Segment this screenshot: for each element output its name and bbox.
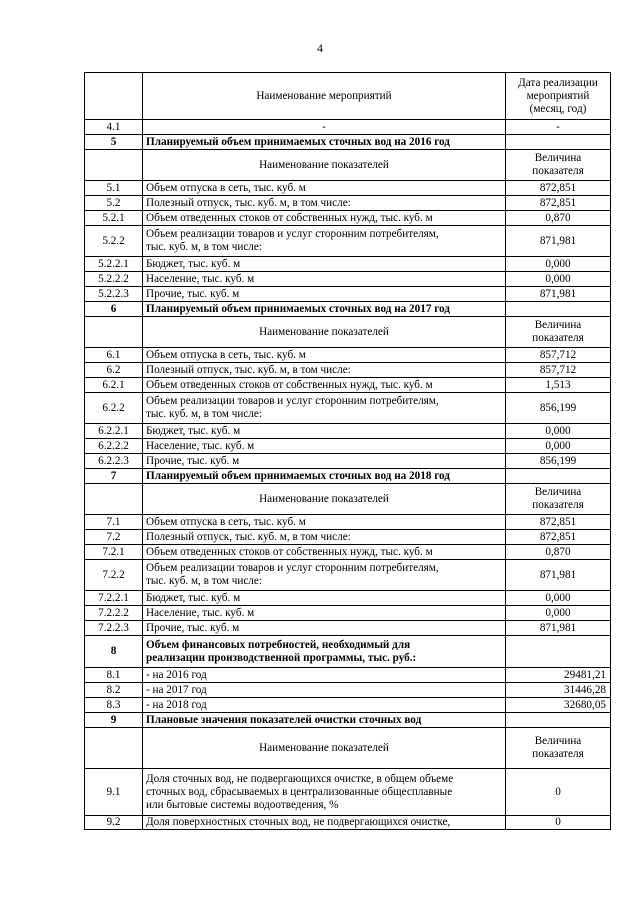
row-number: 9.1 [85,769,143,816]
row-value: 856,199 [506,393,611,424]
subheader-value-line: Величина [534,152,582,164]
subheader-name: Наименование показателей [143,150,506,181]
row-value: - [506,120,611,135]
header-name-cell: Наименование мероприятий [143,73,506,120]
header-num-cell [85,73,143,120]
row-number: 5.2.1 [85,211,143,226]
table-row [85,698,611,713]
row-value: 0,000 [506,272,611,287]
table-row [85,211,611,226]
table-header-row [85,73,611,120]
table-row [85,454,611,469]
row-name: Полезный отпуск, тыс. куб. м, в том числе: [143,196,506,211]
header-date-line: (месяц, год) [529,102,587,115]
header-date-line: Дата реализации [518,76,598,89]
table-row [85,621,611,636]
row-number: 7.2.1 [85,545,143,560]
subheader-value [506,150,611,181]
table-row [85,683,611,698]
row-name: Объем отпуска в сеть, тыс. куб. м [143,181,506,196]
section-title: Планируемый объем принимаемых сточных вод на 2016 год [143,135,506,150]
section-row [85,469,611,484]
row-value: 31446,28 [506,683,611,698]
row-number: 6.2.2.2 [85,439,143,454]
subheader-value-line: показателя [532,332,584,344]
table-row [85,769,611,816]
section-title [143,636,506,668]
row-name: Бюджет, тыс. куб. м [143,257,506,272]
row-value: 0,000 [506,591,611,606]
section-row [85,713,611,728]
table-row [85,287,611,302]
row-number: 7.2 [85,530,143,545]
row-value: 0,000 [506,257,611,272]
row-number: 7.2.2.1 [85,591,143,606]
subheader-num-cell [85,484,143,515]
section-value-cell [506,636,611,668]
section-row [85,302,611,317]
row-name-line: Объем реализации товаров и услуг сторонним потребителям, [146,562,439,574]
table-row [85,591,611,606]
section-title: Плановые значения показателей очистки сточных вод [143,713,506,728]
row-number: 5.2.2.2 [85,272,143,287]
row-name-line: Объем реализации товаров и услуг сторонним потребителям, [146,395,439,407]
subheader-row [85,728,611,769]
section-value-cell [506,302,611,317]
row-number: 7.1 [85,515,143,530]
measures-table [84,72,611,830]
page-number: 4 [317,41,323,55]
row-name: - [143,120,506,135]
header-date-cell [506,73,611,120]
row-value: 871,981 [506,226,611,257]
row-number: 8.3 [85,698,143,713]
table-row [85,606,611,621]
table-row [85,424,611,439]
section-value-cell [506,713,611,728]
section-title-line: Объем финансовых потребностей, необходимый для [146,638,411,651]
row-number: 6.1 [85,348,143,363]
row-name: Прочие, тыс. куб. м [143,287,506,302]
table-row [85,439,611,454]
row-value: 1,513 [506,378,611,393]
table-row [85,272,611,287]
subheader-value-line: Величина [534,319,582,331]
row-name [143,393,506,424]
table-row [85,226,611,257]
row-name: Прочие, тыс. куб. м [143,621,506,636]
row-name: Объем отведенных стоков от собственных нужд, тыс. куб. м [143,378,506,393]
section-value-cell [506,135,611,150]
row-name-line: тыс. куб. м, в том числе: [146,575,262,587]
row-number: 6.2 [85,363,143,378]
subheader-num-cell [85,150,143,181]
table-row [85,181,611,196]
row-value: 29481,21 [506,668,611,683]
row-name: Прочие, тыс. куб. м [143,454,506,469]
table-row [85,363,611,378]
row-name: Население, тыс. куб. м [143,606,506,621]
row-value: 0 [506,816,611,830]
subheader-value [506,728,611,769]
section-number: 6 [85,302,143,317]
row-number: 6.2.2.3 [85,454,143,469]
row-name: Доля поверхностных сточных вод, не подвергающихся очистке, [143,816,506,830]
subheader-value [506,484,611,515]
header-date-line: мероприятий [526,89,590,102]
section-title: Планируемый объем принимаемых сточных вод на 2018 год [143,469,506,484]
section-title-line: реализации производственной программы, тыс. руб.: [146,651,417,664]
row-name-line: тыс. куб. м, в том числе: [146,408,262,420]
section-row [85,636,611,668]
row-value: 0,870 [506,545,611,560]
row-name: - на 2017 год [143,683,506,698]
row-name-line: Объем реализации товаров и услуг сторонним потребителям, [146,228,439,240]
subheader-value [506,317,611,348]
section-number: 9 [85,713,143,728]
row-number: 6.2.2.1 [85,424,143,439]
subheader-name: Наименование показателей [143,728,506,769]
row-number: 8.2 [85,683,143,698]
row-number: 9.2 [85,816,143,830]
row-value: 0,000 [506,439,611,454]
row-name: Объем отведенных стоков от собственных нужд, тыс. куб. м [143,211,506,226]
table-row [85,530,611,545]
row-value: 872,851 [506,530,611,545]
row-value: 857,712 [506,348,611,363]
row-value: 0,000 [506,606,611,621]
row-number: 5.2.2.3 [85,287,143,302]
row-value: 871,981 [506,621,611,636]
table-row [85,545,611,560]
row-name: - на 2016 год [143,668,506,683]
subheader-num-cell [85,317,143,348]
row-value: 872,851 [506,196,611,211]
table-row [85,816,611,830]
row-value: 0 [506,769,611,816]
row-name: Население, тыс. куб. м [143,272,506,287]
row-name: Объем отпуска в сеть, тыс. куб. м [143,348,506,363]
row-value: 872,851 [506,515,611,530]
row-value: 856,199 [506,454,611,469]
subheader-name: Наименование показателей [143,484,506,515]
section-number: 5 [85,135,143,150]
row-value: 0,870 [506,211,611,226]
row-number: 7.2.2 [85,560,143,591]
row-number: 7.2.2.2 [85,606,143,621]
row-number: 7.2.2.3 [85,621,143,636]
section-number: 8 [85,636,143,668]
subheader-value-line: Величина [534,735,582,747]
subheader-row [85,150,611,181]
row-name: Объем отпуска в сеть, тыс. куб. м [143,515,506,530]
row-number: 6.2.1 [85,378,143,393]
row-name-line: сточных вод, сбрасываемых в централизованные общесплавные [146,785,453,798]
section-value-cell [506,469,611,484]
row-number: 5.2 [85,196,143,211]
row-number: 5.2.2.1 [85,257,143,272]
section-title: Планируемый объем принимаемых сточных вод на 2017 год [143,302,506,317]
row-name [143,560,506,591]
table-row [85,393,611,424]
subheader-value-line: показателя [532,499,584,511]
table-row [85,120,611,135]
row-name [143,769,506,816]
row-name: Объем отведенных стоков от собственных нужд, тыс. куб. м [143,545,506,560]
section-number: 7 [85,469,143,484]
table-row [85,257,611,272]
row-value: 871,981 [506,560,611,591]
section-row [85,135,611,150]
table-row [85,560,611,591]
row-name-line: Доля сточных вод, не подвергающихся очистке, в общем объеме [146,772,454,785]
subheader-value-line: показателя [532,748,584,760]
subheader-num-cell [85,728,143,769]
row-value: 872,851 [506,181,611,196]
table-row [85,668,611,683]
row-number: 6.2.2 [85,393,143,424]
row-name-line: или бытовые системы водоотведения, % [146,798,339,811]
row-number: 8.1 [85,668,143,683]
subheader-name: Наименование показателей [143,317,506,348]
row-name: Бюджет, тыс. куб. м [143,591,506,606]
table-row [85,196,611,211]
row-number: 5.1 [85,181,143,196]
subheader-row [85,317,611,348]
subheader-row [85,484,611,515]
row-number: 5.2.2 [85,226,143,257]
row-name: - на 2018 год [143,698,506,713]
row-value: 0,000 [506,424,611,439]
row-name-line: тыс. куб. м, в том числе: [146,241,262,253]
row-name [143,226,506,257]
table-row [85,348,611,363]
row-name: Бюджет, тыс. куб. м [143,424,506,439]
row-number: 4.1 [85,120,143,135]
row-name: Полезный отпуск, тыс. куб. м, в том числе: [143,530,506,545]
table-row [85,378,611,393]
row-name: Полезный отпуск, тыс. куб. м, в том числе: [143,363,506,378]
row-value: 871,981 [506,287,611,302]
subheader-value-line: Величина [534,486,582,498]
table-row [85,515,611,530]
row-name: Население, тыс. куб. м [143,439,506,454]
subheader-value-line: показателя [532,165,584,177]
row-value: 32680,05 [506,698,611,713]
row-value: 857,712 [506,363,611,378]
